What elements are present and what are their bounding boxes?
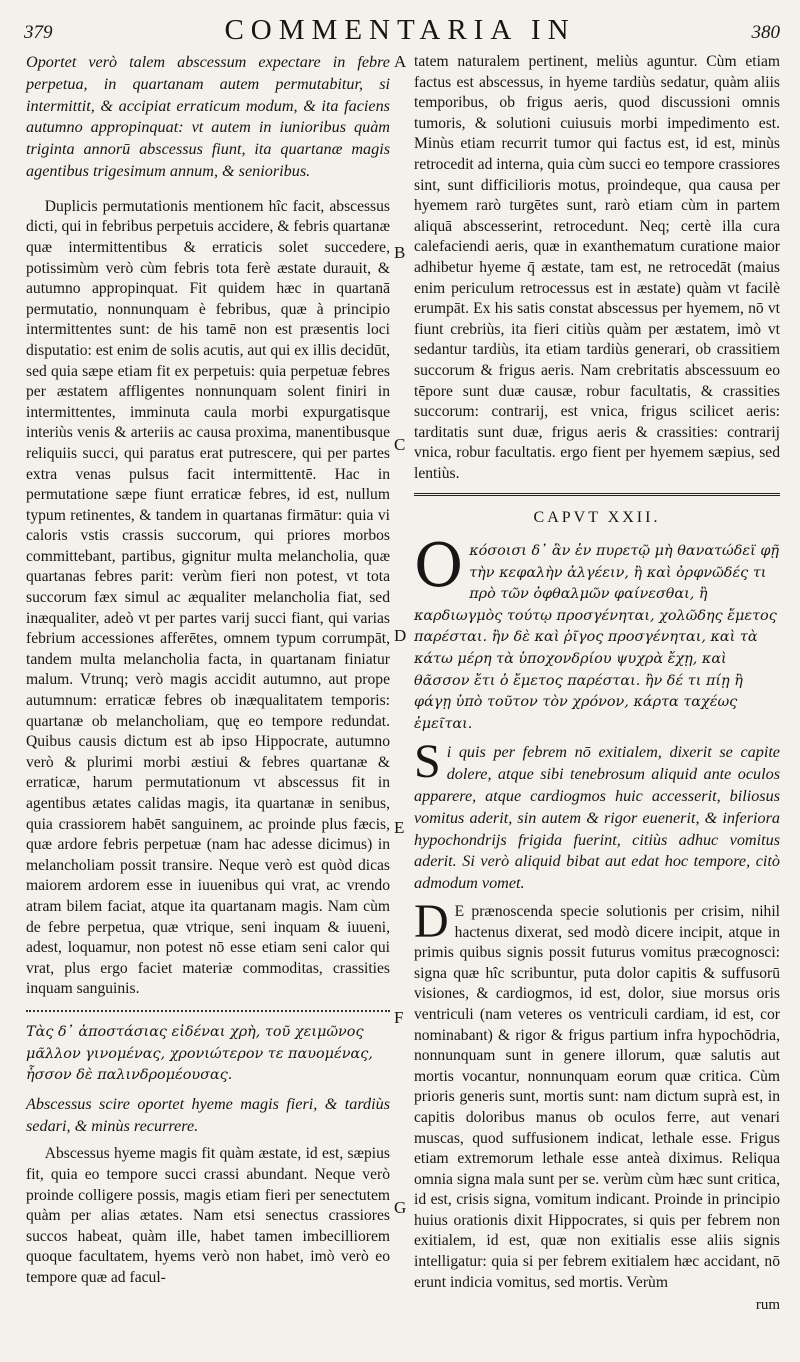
greek-drop-cap: Ο bbox=[414, 531, 464, 602]
margin-letter-f: F bbox=[394, 1008, 404, 1027]
greek-text-body: κόσοισι δ᾽ ἂν ἐν πυρετῷ μὴ θανατώδεϊ φῇ τὴν κεφαλὴν ἀλγέειν, ἢ καὶ ὀρφνῶδές τι πρὸ τῶν ὀφθαλμῶν φαίνεσθαι, ἢ καρδιωγμὸς τούτῳ προσγένηται, χολῶδης ἔμετος παρέσται. ἢν δὲ καὶ ῥῖγος προσγένηται, καὶ τὰ κάτω μέρη τὰ ὑποχονδρίου ψυχρὰ ἔχῃ, καὶ θᾶσσον ἔτι ὁ ἔμετος παρέσται. ἢν δέ τι πίῃ ἢ φάγῃ ὑπὸ τοῦτον τὸν χρόνον, κάρτα ταχέως ἐμεῖται. bbox=[414, 543, 780, 732]
hippocrates-lemma-latin bbox=[414, 735, 780, 895]
commentary-paragraph-continued: tatem naturalem pertinent, meliùs aguntur. Cùm etiam factus est abscessus, in hyeme tardiùs sedatur, quàm aliis temporibus, ob frigus aeris, quod discussioni omnis tumoris, & solutioni cuiusuis morbi impedimento est. Minùs etiam recurrit tumor qui factus est, id est, minùs retrocedit ad interna, quia cùm succi eo tempore crassiores sint, sunt difficilioris motus, proindeque, qua causa per hyemem rarò turgētes sunt, rarò etiam cùm in partem aliquā abscesserint, retrocedunt. Neq; certè illa cura calefaciendi aeris, quæ in exanthematum curatione maior adhibetur hyeme q̄ æstate, tam est, ne retrocedāt (maius enim periculum retrocessus est in æstate) quàm vt facilè erumpāt. Ex his satis constat abscessus per hyemem, nō vt fiunt crebriùs, ita fieri citiùs quàm per æstatem, imò vt sedantur tardiùs, ita etiam tardiùs generari, ob crassitiem succorum & frigus aeris. Nam crebritatis abscessuum eo tēpore sunt duæ causæ, robur facultatis, & crassities succorum: contrarij, est vnica, frigus scilicet aeris: tarditatis sunt duæ, frigus aeris & crassities: contrarij vnica, robur facultatis. ergo fient per hyemem sæpius, sed lentiùs. bbox=[414, 53, 780, 482]
hippocrates-lemma-greek: Τὰς δ᾽ ἀποστάσιας εἰδέναι χρὴ, τοῦ χειμῶνος μᾶλλον γινομένας, χρονιώτερον τε παυομένας, ἧσσον δὲ παλινδρομέουσας. bbox=[26, 1023, 373, 1084]
running-title: COMMENTARIA IN bbox=[224, 14, 576, 46]
commentary-paragraph: Duplicis permutationis mentionem hîc facit, abscessus dicti, qui in febribus perpetuis accidere, & febris quartanæ quæ intermittentibus & erraticis solet succedere, potissimùm verò cùm febris tota ferè æstate durauit, & autumno appropinquat. Fit quidem hæc in quartanā permutatio, nonnunquam è febribus, quæ à principio intermittentes sunt: de his tamē non est præsentis loci disputatio: est enim de solis acutis, aut qui ex illis decidūt, sed quia sæpe etiam fit ex perpetuis: quia perpetuæ febres per æstatem affligentes nonnunquam solent finiri in intermittentes, imminuta caula morbi expurgatisque interiùs venis & arteriis ac causa proxima, manentibusque reliquiis succi, qui paratus erat putrescere, qui per partes extra venas pulsus facit intermittentē. Hac in permutatione sæpe fiunt erraticæ febres, id est, nullum typum retinentes, & tandem in quartanas firmātur: quia vi caloris vstis crassis succorum, qui priores morbos committebant, partibus, gignitur multa melancholia, quæ quartanas febres parit: verùm fieri non potest, vt tota succorum fæx simul ac æqualiter melancholia fiat, sed inæqualiter, adeò vt per partes varij succi fiant, qui varias febrium accessiones afferētes, omnem typum corrumpāt, tandem multa melancholia facta, in quartanam finiatur malum. Vtrunq; verò magis accidit autumno, aut prope autumnum: erraticæ febres ob inæqualitatem temporis: quartanæ ob melancholiam, quę eo tempore redundat. Quibus causis dictum est ab ipso Hippocrate, autumno verò & plurimi morbi æstiui & febres quartanæ & erraticæ, harum permutationum vt abscessus fit in agentibus ætates calidas magis, ita quartanæ in senibus, quia crassiorem habēt sanguinem, ac proinde plus fæcis, quæ ardore febris perpetuæ (nam hac adesse dicimus) in melancholiam possit transire. Neque verò est quòd dicas maiorem ardorem esse in iuuenibus qui vrat, ac vrendo atram bilem faciat, atque ita quartanam magis. Nam cùm de febre perpetua, quæ vtrique, seni inquam & iuueni, adest, loquamur, non potest nō esse etiam seni calor qui vrat, plus ergo faciet materiæ commoditas, crassities inquam sanguinis. bbox=[26, 197, 390, 998]
commentary-paragraph bbox=[414, 894, 780, 1293]
right-column bbox=[414, 52, 780, 1316]
section-divider bbox=[26, 1010, 390, 1012]
margin-letter-a: A bbox=[394, 52, 407, 71]
commentary-body: E prænoscenda specie solutionis per crisim, nihil hactenus dixerat, sed modò dicere incipit, atque in primis quibus signis possit futurus vomitus præcognosci: signa quæ hîc scribuntur, puta dolor capitis & suffusorū visiones, & cardiogmos, id est, dolor, siue morsus oris ventriculi (nam veteres os ventriculi cardiam, id est, cor nominabant) & rigor & frigus partium infra hypochōdria, nonnunquam sunt in genere illorum, quæ salutis aut mortis vocantur, nonnunquam eorum quæ critica. Cùm prioris generis sunt, mortis sunt: nam dictum suprà est, in capitis doloribus manus ob oculos ferre, aut venari muscas, quod suffusionem indicat, lethale esse. Frigus etiam extremorum lethale esse anteà diximus. Reliqua omnia signa mala sunt per se. verùm cùm hæc sunt critica, id est, crisis signa, vomitum indicant. Proinde in principio huius orationis dixit Hippocrates, si quis per febrem non exitialem, id est, quæ non exitialis esse aliis signis intelligatur: quia si per febrem exitialem hæc accidant, nō erunt indicia vomitus, sed mortis. Verùm bbox=[414, 902, 780, 1291]
commentary-paragraph: Abscessus hyeme magis fit quàm æstate, id est, sæpius fit, quia eo tempore succi crassi abundant. Neque verò proinde colligere possis, magis etiam fieri per senectutem quàm per alias ætates. Nam etsi senectus crassiores succos habeat, quàm ille, habet tamen imbecilliorem quoque facultatem, hyems verò non habet, imò verò eo tempore quæ ad facul- bbox=[26, 1145, 390, 1286]
right-page-number: 380 bbox=[751, 22, 780, 43]
left-page-number: 379 bbox=[24, 22, 53, 43]
left-column bbox=[26, 52, 390, 1288]
margin-letter-e: E bbox=[394, 818, 405, 837]
latin-drop-cap: S bbox=[414, 735, 441, 789]
catchword: rum bbox=[755, 1297, 780, 1314]
hippocrates-lemma-latin: Abscessus scire oportet hyeme magis fieri, & tardiùs sedari, & minùs recurrere. bbox=[26, 1094, 390, 1135]
margin-letter-g: G bbox=[394, 1198, 407, 1217]
chapter-heading: CAPVT XXII. bbox=[533, 509, 661, 527]
margin-section-letters bbox=[388, 0, 414, 1362]
chapter-divider bbox=[414, 493, 780, 496]
margin-letter-b: B bbox=[394, 243, 406, 262]
margin-letter-c: C bbox=[394, 435, 406, 454]
commentary-drop-cap: D bbox=[414, 894, 449, 948]
hippocrates-text-greek bbox=[414, 531, 780, 735]
margin-letter-d: D bbox=[394, 626, 407, 645]
latin-lemma-body: i quis per febrem nō exitialem, dixerit se capite dolere, atque sibi tenebrosum aliquid ante oculos apparere, atque cardiogmos huic accesserit, biliosus vomitus aderit, sin autem & rigor euenerit, & inferiora hypochondrijs frigida fuerint, citiùs adhuc vomitus aderit. Si verò aliquid bibat aut edat hoc tempore, citò admodum vomet. bbox=[414, 743, 780, 893]
hippocrates-lemma-latin: Oportet verò talem abscessum expectare in febre perpetua, in quartanam autem permutabitur, si intermittit, & accipiat erraticum modum, & ita faciens autumno appropinquat: vt autem in iunioribus quàm triginta annorū abscessus fiunt, ita quartanæ magis agentibus trigesimum annum, & senioribus. bbox=[26, 53, 390, 180]
